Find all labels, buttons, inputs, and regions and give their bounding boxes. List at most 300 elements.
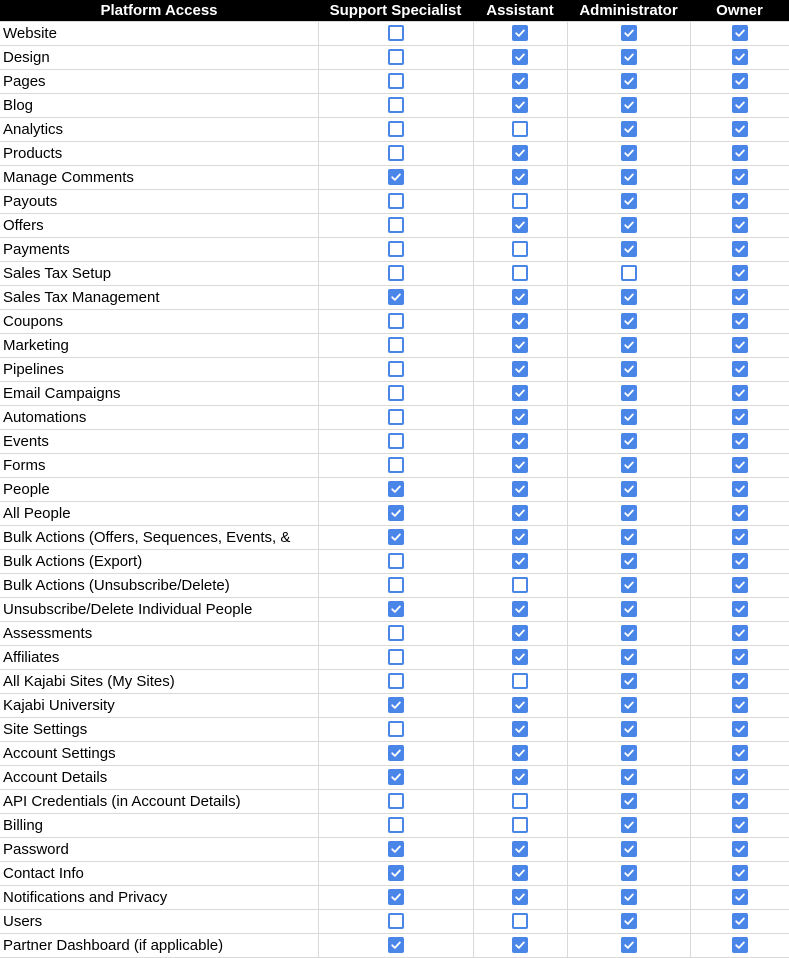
row-label: Payments [0,238,318,262]
cell-administrator [567,622,690,646]
checkbox-checked[interactable] [512,481,528,497]
checkbox-checked[interactable] [621,865,637,881]
checkbox-checked[interactable] [621,457,637,473]
checkmark-icon [734,51,746,63]
checkbox-checked[interactable] [388,169,404,185]
checkmark-icon [514,771,526,783]
checkbox-checked[interactable] [621,721,637,737]
checkbox-checked[interactable] [732,601,748,617]
checkbox-unchecked[interactable] [512,577,528,593]
cell-assistant [473,334,567,358]
checkbox-checked[interactable] [621,313,637,329]
cell-owner [690,358,789,382]
checkbox-checked[interactable] [388,529,404,545]
table-row [0,766,789,790]
checkbox-unchecked[interactable] [512,121,528,137]
checkbox-checked[interactable] [732,73,748,89]
checkbox-unchecked[interactable] [388,361,404,377]
table-row [0,598,789,622]
checkbox-checked[interactable] [732,217,748,233]
checkbox-checked[interactable] [512,505,528,521]
checkmark-icon [514,363,526,375]
checkmark-icon [623,795,635,807]
checkbox-checked[interactable] [732,769,748,785]
checkbox-unchecked[interactable] [388,97,404,113]
checkbox-checked[interactable] [388,745,404,761]
checkmark-icon [623,411,635,423]
checkbox-unchecked[interactable] [388,409,404,425]
checkbox-checked[interactable] [388,601,404,617]
checkmark-icon [623,483,635,495]
checkbox-checked[interactable] [732,385,748,401]
cell-administrator [567,766,690,790]
cell-assistant [473,502,567,526]
table-row [0,886,789,910]
row-label: Website [0,22,318,46]
cell-administrator [567,382,690,406]
cell-administrator [567,430,690,454]
cell-administrator [567,886,690,910]
checkbox-unchecked[interactable] [621,265,637,281]
cell-owner [690,526,789,550]
checkbox-checked[interactable] [621,625,637,641]
row-label: All People [0,502,318,526]
checkbox-checked[interactable] [512,97,528,113]
checkbox-unchecked[interactable] [388,457,404,473]
checkbox-checked[interactable] [621,289,637,305]
cell-administrator [567,790,690,814]
checkmark-icon [623,675,635,687]
checkmark-icon [514,723,526,735]
checkmark-icon [734,867,746,879]
checkmark-icon [514,651,526,663]
checkbox-checked[interactable] [388,937,404,953]
checkmark-icon [623,651,635,663]
checkbox-checked[interactable] [512,649,528,665]
cell-administrator [567,238,690,262]
checkbox-checked[interactable] [732,289,748,305]
checkbox-unchecked[interactable] [512,817,528,833]
checkbox-checked[interactable] [621,481,637,497]
checkbox-checked[interactable] [512,865,528,881]
checkbox-unchecked[interactable] [388,337,404,353]
checkmark-icon [514,171,526,183]
row-label: Notifications and Privacy [0,886,318,910]
checkbox-checked[interactable] [732,409,748,425]
checkmark-icon [390,603,402,615]
checkbox-checked[interactable] [512,889,528,905]
table-row [0,718,789,742]
checkbox-checked[interactable] [512,73,528,89]
checkbox-unchecked[interactable] [512,265,528,281]
checkbox-unchecked[interactable] [512,793,528,809]
cell-owner [690,790,789,814]
table-row [0,550,789,574]
row-label: Events [0,430,318,454]
row-label: Site Settings [0,718,318,742]
checkbox-checked[interactable] [732,337,748,353]
cell-support-specialist [318,766,473,790]
cell-assistant [473,166,567,190]
cell-administrator [567,286,690,310]
cell-administrator [567,454,690,478]
checkmark-icon [623,771,635,783]
checkmark-icon [734,195,746,207]
checkbox-checked[interactable] [732,361,748,377]
cell-owner [690,646,789,670]
checkbox-checked[interactable] [621,913,637,929]
checkbox-checked[interactable] [732,505,748,521]
checkbox-checked[interactable] [732,25,748,41]
checkmark-icon [390,867,402,879]
checkbox-checked[interactable] [621,241,637,257]
checkbox-checked[interactable] [732,577,748,593]
checkbox-unchecked[interactable] [388,217,404,233]
table-row [0,262,789,286]
cell-assistant [473,94,567,118]
checkbox-checked[interactable] [732,697,748,713]
checkmark-icon [734,843,746,855]
checkbox-checked[interactable] [512,601,528,617]
cell-administrator [567,934,690,958]
checkbox-checked[interactable] [621,673,637,689]
checkbox-unchecked[interactable] [388,673,404,689]
checkbox-checked[interactable] [621,649,637,665]
checkbox-checked[interactable] [621,601,637,617]
cell-owner [690,574,789,598]
checkbox-checked[interactable] [512,385,528,401]
checkbox-checked[interactable] [621,529,637,545]
checkbox-unchecked[interactable] [388,193,404,209]
checkbox-checked[interactable] [512,841,528,857]
checkbox-unchecked[interactable] [388,145,404,161]
cell-administrator [567,550,690,574]
cell-owner [690,214,789,238]
checkbox-unchecked[interactable] [388,385,404,401]
cell-owner [690,166,789,190]
checkbox-checked[interactable] [388,889,404,905]
row-label: Assessments [0,622,318,646]
checkbox-checked[interactable] [732,889,748,905]
checkmark-icon [514,627,526,639]
checkbox-checked[interactable] [621,337,637,353]
checkbox-checked[interactable] [621,121,637,137]
checkbox-unchecked[interactable] [512,913,528,929]
checkbox-checked[interactable] [732,913,748,929]
checkbox-checked[interactable] [621,769,637,785]
checkbox-checked[interactable] [732,553,748,569]
checkbox-unchecked[interactable] [388,649,404,665]
table-row [0,838,789,862]
cell-administrator [567,862,690,886]
table-row [0,142,789,166]
checkmark-icon [623,699,635,711]
checkbox-unchecked[interactable] [388,313,404,329]
cell-owner [690,382,789,406]
row-label: Pipelines [0,358,318,382]
checkbox-checked[interactable] [621,145,637,161]
cell-administrator [567,646,690,670]
row-label: Design [0,46,318,70]
cell-support-specialist [318,406,473,430]
checkbox-unchecked[interactable] [388,553,404,569]
checkbox-checked[interactable] [512,361,528,377]
checkbox-checked[interactable] [512,937,528,953]
cell-owner [690,862,789,886]
cell-support-specialist [318,886,473,910]
checkbox-unchecked[interactable] [388,73,404,89]
checkmark-icon [623,723,635,735]
table-row [0,214,789,238]
checkbox-checked[interactable] [732,193,748,209]
checkbox-checked[interactable] [512,337,528,353]
checkbox-checked[interactable] [621,937,637,953]
row-label: Coupons [0,310,318,334]
checkbox-unchecked[interactable] [512,673,528,689]
cell-administrator [567,838,690,862]
checkmark-icon [623,579,635,591]
checkbox-checked[interactable] [732,865,748,881]
cell-assistant [473,286,567,310]
checkbox-checked[interactable] [621,25,637,41]
cell-owner [690,334,789,358]
checkbox-checked[interactable] [621,889,637,905]
table-row [0,862,789,886]
cell-owner [690,670,789,694]
checkbox-checked[interactable] [512,769,528,785]
checkbox-checked[interactable] [621,361,637,377]
checkbox-checked[interactable] [621,97,637,113]
checkmark-icon [734,387,746,399]
checkbox-checked[interactable] [512,625,528,641]
cell-administrator [567,22,690,46]
checkbox-checked[interactable] [732,121,748,137]
checkmark-icon [623,843,635,855]
checkbox-checked[interactable] [512,529,528,545]
checkbox-checked[interactable] [732,841,748,857]
checkbox-checked[interactable] [512,217,528,233]
checkbox-checked[interactable] [512,433,528,449]
cell-assistant [473,310,567,334]
checkbox-checked[interactable] [732,673,748,689]
checkbox-checked[interactable] [732,529,748,545]
checkmark-icon [623,627,635,639]
checkbox-checked[interactable] [512,457,528,473]
row-label: Password [0,838,318,862]
checkmark-icon [734,747,746,759]
checkbox-checked[interactable] [388,289,404,305]
checkmark-icon [734,891,746,903]
checkbox-checked[interactable] [732,97,748,113]
checkbox-unchecked[interactable] [388,433,404,449]
checkmark-icon [514,843,526,855]
checkbox-checked[interactable] [621,49,637,65]
table-row [0,238,789,262]
checkbox-checked[interactable] [621,553,637,569]
checkbox-checked[interactable] [512,697,528,713]
checkbox-checked[interactable] [621,73,637,89]
checkmark-icon [390,531,402,543]
checkbox-checked[interactable] [388,769,404,785]
cell-assistant [473,406,567,430]
cell-assistant [473,838,567,862]
cell-owner [690,502,789,526]
checkbox-checked[interactable] [512,145,528,161]
checkmark-icon [514,291,526,303]
checkbox-unchecked[interactable] [388,817,404,833]
cell-owner [690,142,789,166]
checkbox-unchecked[interactable] [388,265,404,281]
checkbox-unchecked[interactable] [512,193,528,209]
checkbox-unchecked[interactable] [388,25,404,41]
checkmark-icon [734,219,746,231]
checkbox-unchecked[interactable] [512,241,528,257]
checkbox-checked[interactable] [732,457,748,473]
checkmark-icon [623,195,635,207]
table-row [0,670,789,694]
row-label: Kajabi University [0,694,318,718]
cell-support-specialist [318,550,473,574]
checkbox-checked[interactable] [732,817,748,833]
cell-support-specialist [318,358,473,382]
checkbox-checked[interactable] [621,193,637,209]
checkbox-checked[interactable] [388,841,404,857]
cell-owner [690,70,789,94]
checkmark-icon [623,219,635,231]
checkbox-checked[interactable] [732,721,748,737]
checkbox-checked[interactable] [621,433,637,449]
checkbox-checked[interactable] [732,433,748,449]
checkbox-unchecked[interactable] [388,793,404,809]
cell-support-specialist [318,862,473,886]
checkbox-checked[interactable] [621,841,637,857]
checkbox-checked[interactable] [621,817,637,833]
checkmark-icon [514,315,526,327]
checkbox-checked[interactable] [388,697,404,713]
cell-administrator [567,118,690,142]
checkbox-checked[interactable] [732,481,748,497]
cell-owner [690,934,789,958]
cell-support-specialist [318,238,473,262]
checkbox-unchecked[interactable] [388,577,404,593]
row-label: Billing [0,814,318,838]
table-row [0,934,789,958]
checkbox-checked[interactable] [732,241,748,257]
checkmark-icon [734,75,746,87]
checkmark-icon [390,291,402,303]
table-row [0,790,789,814]
checkmark-icon [514,531,526,543]
checkbox-checked[interactable] [621,169,637,185]
checkbox-checked[interactable] [621,745,637,761]
cell-owner [690,838,789,862]
checkbox-checked[interactable] [621,505,637,521]
cell-support-specialist [318,670,473,694]
checkbox-checked[interactable] [732,265,748,281]
cell-administrator [567,94,690,118]
cell-owner [690,718,789,742]
checkbox-checked[interactable] [388,505,404,521]
checkbox-checked[interactable] [512,289,528,305]
checkbox-checked[interactable] [732,937,748,953]
checkbox-checked[interactable] [732,625,748,641]
checkbox-checked[interactable] [621,385,637,401]
cell-assistant [473,382,567,406]
checkbox-checked[interactable] [388,481,404,497]
cell-assistant [473,622,567,646]
checkmark-icon [734,939,746,951]
checkbox-checked[interactable] [732,793,748,809]
cell-support-specialist [318,526,473,550]
checkmark-icon [623,531,635,543]
checkbox-checked[interactable] [732,49,748,65]
table-body [0,22,789,958]
cell-administrator [567,214,690,238]
cell-support-specialist [318,646,473,670]
checkbox-checked[interactable] [732,169,748,185]
checkbox-checked[interactable] [512,745,528,761]
cell-support-specialist [318,142,473,166]
checkbox-checked[interactable] [732,145,748,161]
checkbox-checked[interactable] [512,49,528,65]
checkbox-unchecked[interactable] [388,625,404,641]
checkbox-checked[interactable] [621,217,637,233]
checkmark-icon [734,603,746,615]
row-label: Account Settings [0,742,318,766]
checkbox-checked[interactable] [621,409,637,425]
checkbox-unchecked[interactable] [388,913,404,929]
checkbox-unchecked[interactable] [388,121,404,137]
checkbox-checked[interactable] [732,649,748,665]
row-label: Forms [0,454,318,478]
cell-owner [690,310,789,334]
checkbox-checked[interactable] [388,865,404,881]
checkbox-checked[interactable] [512,553,528,569]
checkmark-icon [623,435,635,447]
header-assistant: Assistant [473,0,567,22]
checkmark-icon [623,147,635,159]
checkbox-checked[interactable] [512,409,528,425]
header-administrator: Administrator [567,0,690,22]
checkmark-icon [623,243,635,255]
table-row [0,190,789,214]
checkbox-checked[interactable] [621,697,637,713]
checkmark-icon [623,51,635,63]
checkmark-icon [734,315,746,327]
checkbox-unchecked[interactable] [388,721,404,737]
checkmark-icon [390,771,402,783]
cell-support-specialist [318,166,473,190]
checkbox-checked[interactable] [621,793,637,809]
checkmark-icon [734,675,746,687]
cell-support-specialist [318,718,473,742]
cell-owner [690,814,789,838]
checkmark-icon [734,579,746,591]
checkbox-checked[interactable] [512,169,528,185]
cell-owner [690,286,789,310]
checkbox-checked[interactable] [512,313,528,329]
checkbox-checked[interactable] [732,745,748,761]
checkmark-icon [734,291,746,303]
checkbox-checked[interactable] [512,721,528,737]
checkbox-unchecked[interactable] [388,241,404,257]
checkbox-checked[interactable] [621,577,637,593]
checkbox-checked[interactable] [512,25,528,41]
checkbox-unchecked[interactable] [388,49,404,65]
cell-administrator [567,46,690,70]
checkbox-checked[interactable] [732,313,748,329]
cell-owner [690,454,789,478]
